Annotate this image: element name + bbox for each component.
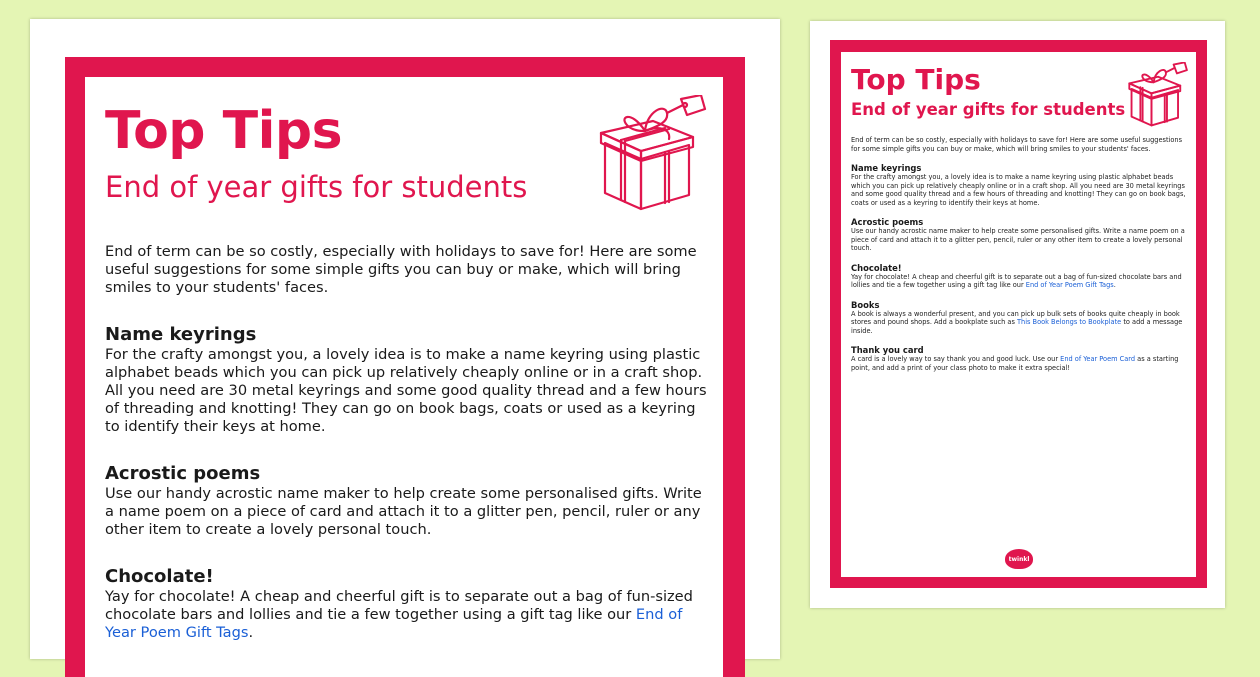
section-text	[851, 273, 1186, 290]
section-heading: Acrostic poems	[851, 217, 924, 227]
page-title: Top Tips	[105, 101, 343, 161]
section-text: For the crafty amongst you, a lovely idea is to make a name keyring using plastic alphabet beads which you can pick up relatively cheaply online or in a craft shop. All you need are 30 metal keyrings and some good quality thread and a few hours of threading and knotting! They can go on book bags, coats or used as a keyring to identify their keys at home.	[851, 173, 1186, 207]
text-before-link: Yay for chocolate! A cheap and cheerful gift is to separate out a bag of fun-sized chocolate bars and lollies and tie a few together using a gift tag like our	[105, 588, 693, 623]
bookplate-link[interactable]: This Book Belongs to Bookplate	[1016, 318, 1122, 326]
section-text: For the crafty amongst you, a lovely idea is to make a name keyring using plastic alphabet beads which you can pick up relatively cheaply online or in a craft shop. All you need are 30 metal keyrings and some good quality thread and a few hours of threading and knotting! They can go on book bags, coats or used as a keyring to identify their keys at home.	[105, 346, 707, 435]
section-heading: Books	[851, 299, 880, 310]
section-text	[105, 588, 710, 642]
section-chocolate	[851, 263, 1186, 290]
twinkl-logo-icon	[1005, 549, 1033, 569]
section-text: Use our handy acrostic name maker to help create some personalised gifts. Write a name poem on a piece of card and attach it to a glitter pen, pencil, ruler or any other item to create a lovely personal touch.	[851, 227, 1185, 252]
section-chocolate	[105, 566, 710, 642]
text-after-link: .	[1113, 281, 1116, 289]
text-after-link: as a starting point, and add a print of your class photo to make it extra special!	[851, 355, 1179, 372]
gift-tags-link[interactable]: End of Year Poem Gift Tags	[1025, 281, 1114, 289]
section-heading: Name keyrings	[105, 324, 257, 345]
section-heading: Acrostic poems	[105, 463, 261, 484]
page-body	[105, 243, 710, 642]
document-page-thumbnail	[810, 21, 1225, 608]
section-heading: Thank you card	[851, 345, 924, 355]
page-border	[830, 40, 1207, 588]
page-content	[841, 52, 1196, 577]
section-heading: Chocolate!	[105, 566, 214, 587]
text-before-link: A card is a lovely way to say thank you and good luck. Use our	[851, 355, 1061, 363]
poem-card-link[interactable]: End of Year Poem Card	[1060, 355, 1136, 363]
intro-paragraph: End of term can be so costly, especially with holidays to save for! Here are some useful suggestions for some simple gifts you can buy or make, which will bring smiles to your students' faces.	[105, 243, 697, 296]
page-body	[851, 136, 1186, 372]
logo-text: twinkl	[1009, 556, 1029, 563]
gift-tags-link[interactable]: End of Year Poem Gift Tags	[105, 606, 683, 641]
section-text: Use our handy acrostic name maker to help create some personalised gifts. Write a name poem on a piece of card and attach it to a glitter pen, pencil, ruler or any other item to create a lovely personal touch.	[105, 485, 702, 538]
section-text	[851, 355, 1186, 372]
logo-lettering	[1009, 555, 1029, 563]
page-title: Top Tips	[851, 63, 981, 96]
page-subtitle: End of year gifts for students	[105, 170, 528, 204]
text-after-link: to add a message inside.	[851, 318, 1183, 335]
page-content	[85, 77, 723, 677]
gift-box-icon	[595, 95, 707, 213]
intro-paragraph: End of term can be so costly, especially with holidays to save for! Here are some useful suggestions for some simple gifts you can buy or make, which will bring smiles to your students' faces.	[851, 136, 1183, 153]
text-before-link: A book is always a wonderful present, and you can pick up bulk sets of books quite cheaply in book stores and pound shops. Add a bookplate such as	[851, 309, 1180, 326]
section-text	[851, 310, 1186, 336]
section-acrostic-poems	[851, 217, 1186, 253]
section-heading: Name keyrings	[851, 163, 922, 173]
section-acrostic-poems	[105, 463, 710, 539]
document-page-large	[30, 19, 780, 659]
text-before-link: Yay for chocolate! A cheap and cheerful gift is to separate out a bag of fun-sized chocolate bars and lollies and tie a few together using a gift tag like our	[851, 272, 1182, 289]
section-heading: Chocolate!	[851, 262, 902, 273]
page-subtitle: End of year gifts for students	[851, 100, 1126, 119]
section-books	[851, 300, 1186, 336]
gift-box-icon	[1126, 62, 1188, 128]
page-border	[65, 57, 745, 677]
section-thank-you-card	[851, 345, 1186, 372]
section-name-keyrings	[105, 324, 710, 436]
text-after-link: .	[248, 624, 254, 641]
section-name-keyrings	[851, 163, 1186, 207]
